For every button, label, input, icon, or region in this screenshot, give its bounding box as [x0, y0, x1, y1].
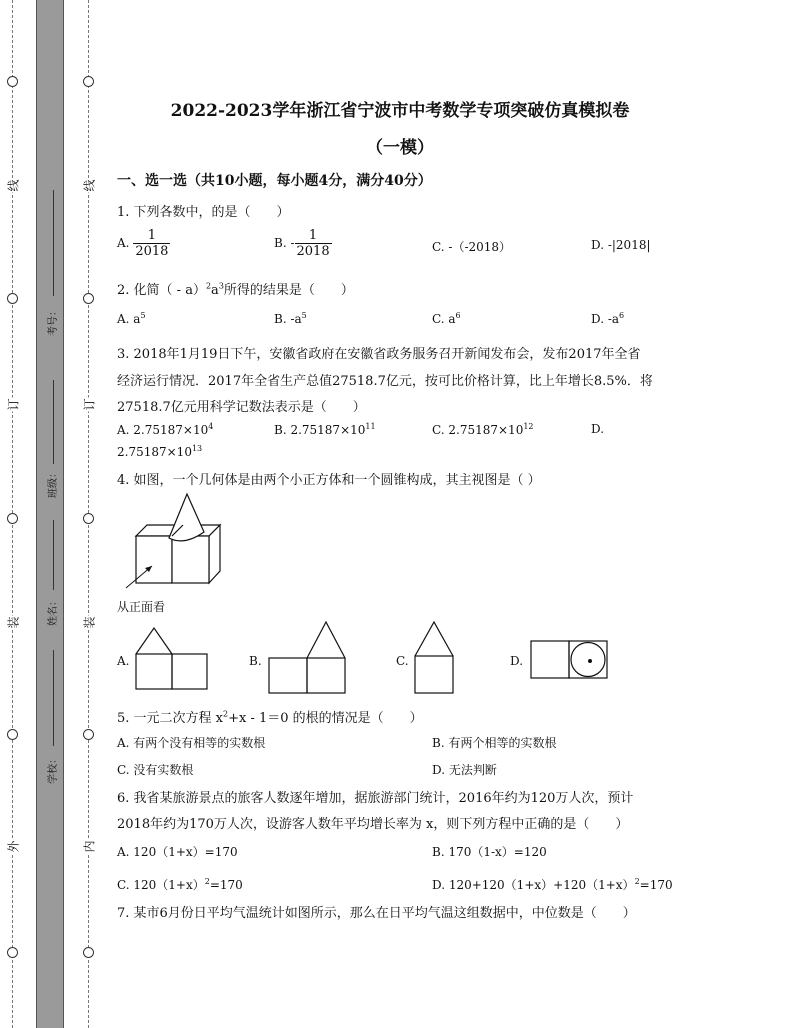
q4-option-a-figure	[134, 626, 210, 692]
q4-option-c-label: C.	[396, 654, 409, 668]
question-5-stem: 5. 一元二次方程 $x^2+x - 1=0$ 的根的情况是（ ）	[117, 709, 423, 726]
school-fill-line	[53, 650, 54, 746]
margin-char-outer: 外	[6, 840, 21, 853]
geometry-solid-figure	[112, 492, 232, 598]
margin-char-outer: 线	[6, 179, 21, 192]
class-label: 班级：	[48, 468, 59, 498]
margin-char-outer: 装	[6, 616, 21, 629]
binding-hole	[83, 513, 94, 524]
q5-option-c: C. 没有实数根	[117, 763, 194, 777]
q5-option-a: A. 有两个没有相等的实数根	[117, 736, 266, 750]
q3-option-c: C. $2.75187\times 10^{12}$	[432, 422, 534, 437]
q5-option-d: D. 无法判断	[432, 763, 497, 777]
q2-option-a: A. $a^5$	[117, 311, 146, 326]
q1-option-d: D. -|2018|	[591, 238, 651, 252]
question-3-line-2: 经济运行情况．2017年全省生产总值27518.7亿元，按可比价格计算，比上年增长8.5%．将	[117, 374, 653, 389]
q4-option-a-label: A.	[117, 654, 130, 668]
school-label: 学校：	[48, 754, 59, 784]
binding-hole	[83, 76, 94, 87]
page-title: 2022-2023学年浙江省宁波市中考数学专项突破仿真模拟卷	[170, 101, 630, 121]
view-caption: 从正面看	[117, 600, 166, 614]
q3-option-d-value: $2.75187\times 10^{13}$	[117, 444, 203, 459]
question-3-line-1: 3. 2018年1月19日下午，安徽省政府在安徽省政务服务召开新闻发布会，发布2017年全省	[117, 347, 641, 362]
q2-option-b: B. $-a^5$	[274, 311, 307, 326]
question-3-line-3: 27518.7亿元用科学记数法表示是（ ）	[117, 400, 366, 415]
q1-option-c: C. -（-2018）	[432, 240, 512, 254]
question-7-stem: 7. 某市6月份日平均气温统计如图所示，那么在日平均气温这组数据中，中位数是（ ）	[117, 906, 636, 921]
binding-hole	[7, 76, 18, 87]
q4-option-b-figure	[267, 620, 349, 696]
q1-option-b: B. - $\frac{1}{2018}$	[274, 228, 330, 259]
fraction: $\frac{1}{2018}$	[296, 228, 330, 259]
binding-hole	[7, 513, 18, 524]
q6-option-b: B. 170（1-x）=120	[432, 845, 547, 859]
margin-char-outer: 订	[6, 398, 21, 411]
binding-hole	[83, 729, 94, 740]
binding-hole	[83, 293, 94, 304]
question-2-stem: 2. 化简（ - $a)^2a^3$所得的结果是（ ）	[117, 281, 354, 298]
q4-option-c-figure	[413, 620, 457, 696]
margin-char-inner: 内	[82, 840, 97, 853]
question-1-stem: 1. 下列各数中，的是（ ）	[117, 205, 290, 220]
q2-option-c: C. $a^6$	[432, 311, 461, 326]
q1-option-a: A. $\frac{1}{2018}$	[117, 228, 169, 259]
class-fill-line	[53, 380, 54, 464]
q2-option-d: D. $-a^6$	[591, 311, 625, 326]
binding-hole	[83, 947, 94, 958]
q6-option-a: A. 120（1+x）=170	[117, 845, 238, 859]
section-heading: 一、选一选（共10小题，每小题4分，满分40分）	[117, 173, 432, 189]
margin-char-inner: 订	[82, 398, 97, 411]
name-label: 姓名：	[48, 596, 59, 626]
exam-number-fill-line	[53, 190, 54, 296]
q6-option-d: D. $120+120(1+x)+120(1+x)^2=170$	[432, 877, 673, 892]
margin-char-inner: 线	[82, 179, 97, 192]
exam-number-label: 考号：	[48, 306, 59, 336]
binding-hole	[7, 947, 18, 958]
margin-char-inner: 装	[82, 616, 97, 629]
question-6-line-1: 6. 我省某旅游景点的旅客人数逐年增加，据旅游部门统计，2016年约为120万人次，预计	[117, 791, 634, 806]
question-4-stem: 4. 如图，一个几何体是由两个小正方体和一个圆锥构成，其主视图是（ ）	[117, 473, 541, 488]
binding-hole	[7, 729, 18, 740]
q6-option-c: C. $120(1+x)^2=170$	[117, 877, 243, 892]
fraction: $\frac{1}{2018}$	[135, 228, 169, 259]
q5-option-b: B. 有两个相等的实数根	[432, 736, 557, 750]
page-subtitle: （一模）	[366, 138, 434, 158]
binding-hole	[7, 293, 18, 304]
q3-option-a: A. $2.75187\times 10^4$	[117, 422, 214, 437]
q4-option-d-label: D.	[510, 654, 524, 668]
name-fill-line	[53, 520, 54, 590]
q4-option-b-label: B.	[249, 654, 262, 668]
binding-strip	[36, 0, 64, 1028]
q3-option-b: B. $2.75187\times 10^{11}$	[274, 422, 376, 437]
q4-option-d-figure	[529, 638, 611, 682]
q3-option-d: D.	[591, 422, 605, 436]
question-6-line-2: 2018年约为170万人次，设游客人数年平均增长率为 x，则下列方程中正确的是（ ）	[117, 817, 629, 832]
